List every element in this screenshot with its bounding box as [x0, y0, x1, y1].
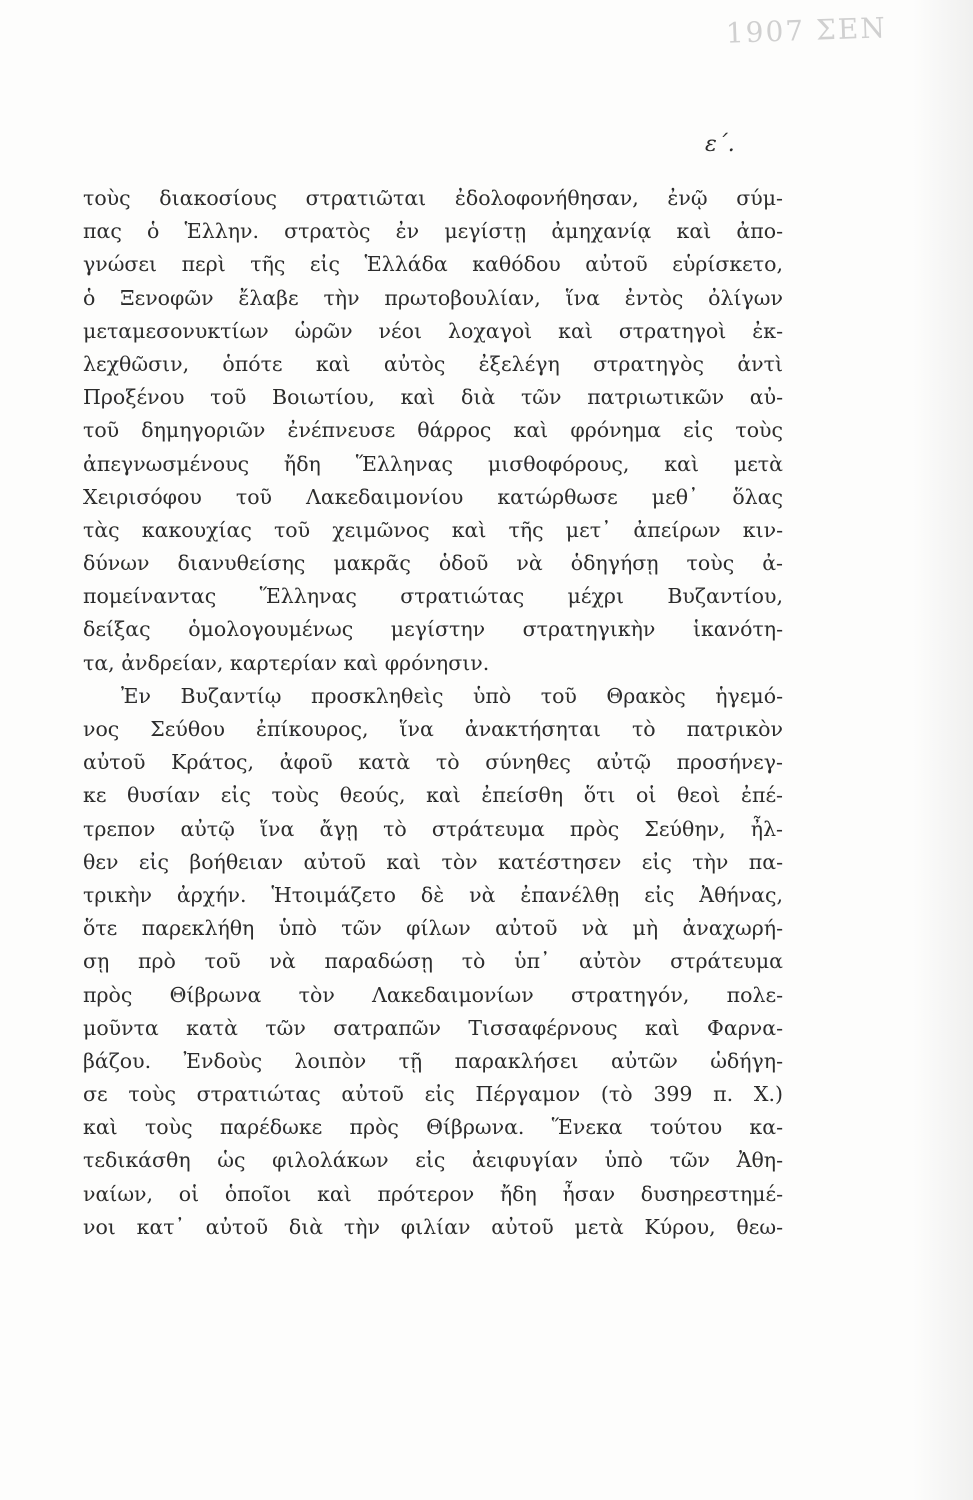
text-line: βάζου. Ἐνδοὺς λοιπὸν τῇ παρακλήσει αὐτῶν ὡδήγη-	[83, 1048, 783, 1073]
text-line: λεχθῶσιν, ὁπότε καὶ αὐτὸς ἐξελέγη στρατηγὸς ἀντὶ	[83, 351, 783, 376]
text-line: δύνων διανυθείσης μακρᾶς ὁδοῦ νὰ ὁδηγήσῃ τοὺς ἀ-	[83, 551, 783, 576]
text-line: Ἐν Βυζαντίῳ προσκληθεὶς ὑπὸ τοῦ Θρακὸς ἡγεμό-	[121, 683, 783, 708]
text-line: δείξας ὁμολογουμένως μεγίστην στρατηγικὴν ἱκανότη-	[83, 617, 783, 642]
text-line: ὅτε παρεκλήθη ὑπὸ τῶν φίλων αὐτοῦ νὰ μὴ ἀναχωρή-	[83, 916, 783, 941]
text-line: μοῦντα κατὰ τῶν σατραπῶν Τισσαφέρνους καὶ Φαρνα-	[83, 1015, 783, 1040]
text-line: τα, ἀνδρείαν, καρτερίαν καὶ φρόνησιν.	[83, 650, 490, 675]
text-line: τοῦ δημηγοριῶν ἐνέπνευσε θάρρος καὶ φρόνημα εἰς τοὺς	[83, 418, 783, 443]
text-line: Προξένου τοῦ Βοιωτίου, καὶ διὰ τῶν πατριωτικῶν αὐ-	[83, 385, 783, 410]
text-line: τρικὴν ἀρχήν. Ἡτοιμάζετο δὲ νὰ ἐπανέλθῃ εἰς Ἀθήνας,	[83, 882, 783, 907]
text-line: ναίων, οἱ ὁποῖοι καὶ πρότερον ἤδη ἦσαν δυσηρεστημέ-	[83, 1181, 783, 1206]
text-line: μεταμεσονυκτίων ὡρῶν νέοι λοχαγοὶ καὶ στρατηγοὶ ἐκ-	[83, 318, 783, 343]
text-line: ὁ Ξενοφῶν ἔλαβε τὴν πρωτοβουλίαν, ἵνα ἐντὸς ὀλίγων	[83, 285, 783, 310]
text-line: θεν εἰς βοήθειαν αὐτοῦ καὶ τὸν κατέστησεν εἰς τὴν πα-	[83, 849, 783, 874]
text-line: αὐτοῦ Κράτος, ἀφοῦ κατὰ τὸ σύνηθες αὐτῷ προσήνεγ-	[83, 750, 783, 775]
text-line: πρὸς Θίβρωνα τὸν Λακεδαιμονίων στρατηγόν, πολε-	[83, 982, 783, 1007]
text-line: Χειρισόφου τοῦ Λακεδαιμονίου κατώρθωσε μεθ᾽ ὅλας	[83, 484, 783, 509]
text-line: σε τοὺς στρατιώτας αὐτοῦ εἰς Πέργαμον (τὸ 399 π. Χ.)	[83, 1082, 783, 1107]
catalog-stamp: 1907 ΣΕΝ	[725, 11, 888, 50]
text-line: τεδικάσθη ὡς φιλολάκων εἰς ἀειφυγίαν ὑπὸ τῶν Ἀθη-	[83, 1148, 783, 1173]
text-line: γνώσει περὶ τῆς εἰς Ἑλλάδα καθόδου αὐτοῦ εὑρίσκετο,	[83, 252, 783, 277]
page-number: ε΄.	[705, 132, 735, 157]
text-line: πας ὁ Ἑλλην. στρατὸς ἐν μεγίστῃ ἀμηχανίᾳ καὶ ἀπο-	[83, 219, 783, 244]
text-line: καὶ τοὺς παρέδωκε πρὸς Θίβρωνα. Ἕνεκα τούτου κα-	[83, 1115, 783, 1140]
text-line: πομείναντας Ἕλληνας στρατιώτας μέχρι Βυζαντίου,	[83, 584, 783, 609]
text-line: τὰς κακουχίας τοῦ χειμῶνος καὶ τῆς μετ᾽ ἀπείρων κιν-	[83, 517, 783, 542]
text-line: νος Σεύθου ἐπίκουρος, ἵνα ἀνακτήσηται τὸ πατρικὸν	[83, 717, 783, 741]
text-line: τοὺς διακοσίους στρατιῶται ἐδολοφονήθησαν, ἐνῷ σύμ-	[83, 186, 783, 210]
text-line: σῃ πρὸ τοῦ νὰ παραδώσῃ τὸ ὑπ᾽ αὐτὸν στράτευμα	[83, 949, 783, 974]
text-line: κε θυσίαν εἰς τοὺς θεούς, καὶ ἐπείσθη ὅτι οἱ θεοὶ ἐπέ-	[83, 783, 783, 808]
text-line: νοι κατ᾽ αὐτοῦ διὰ τὴν φιλίαν αὐτοῦ μετὰ Κύρου, θεω-	[83, 1214, 783, 1239]
text-line: ἀπεγνωσμένους ἤδη Ἕλληνας μισθοφόρους, καὶ μετὰ	[83, 451, 783, 476]
text-line: τρεπον αὐτῷ ἵνα ἄγῃ τὸ στράτευμα πρὸς Σεύθην, ἦλ-	[83, 816, 783, 841]
body-text	[83, 182, 783, 1244]
